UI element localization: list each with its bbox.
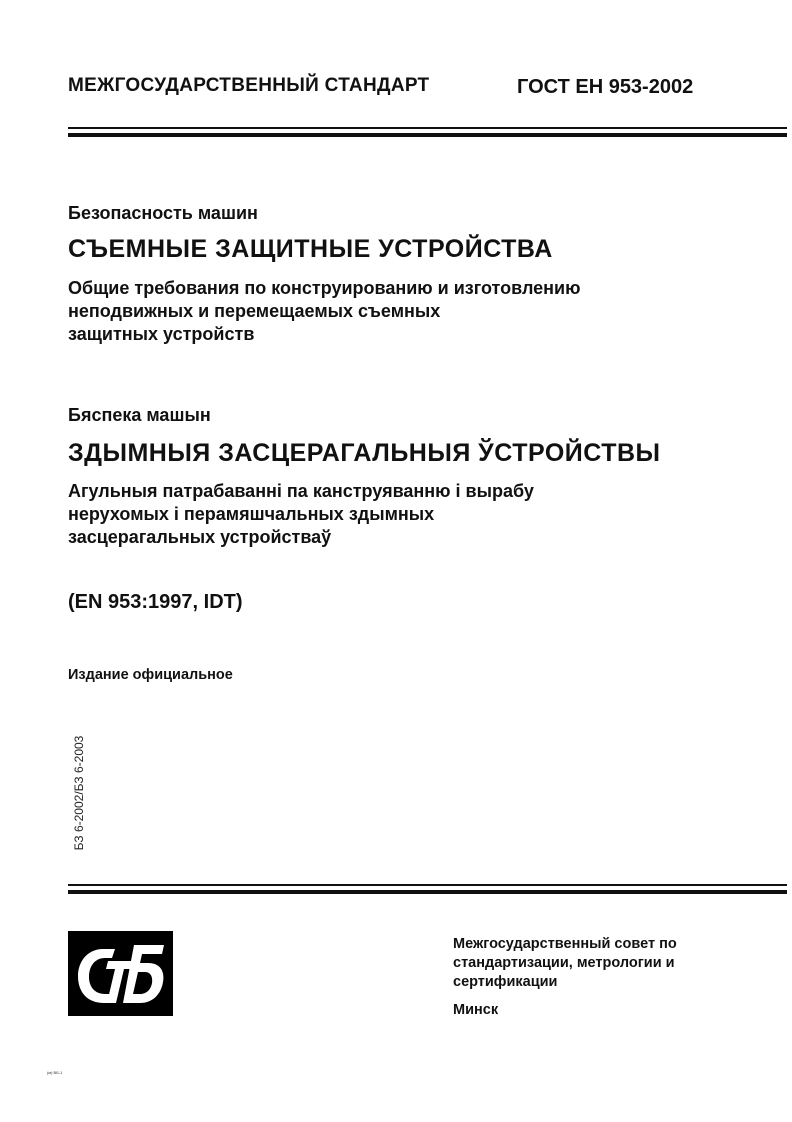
publisher-city: Минск [453, 1002, 499, 1018]
by-subtitle-line: нерухомых і перамяшчальных здымных [68, 504, 435, 524]
ru-main-title: СЪЕМНЫЕ ЗАЩИТНЫЕ УСТРОЙСТВА [68, 235, 553, 263]
ru-subtitle-line: неподвижных и перемещаемых съемных [68, 301, 441, 321]
by-subtitle [68, 480, 534, 549]
standard-category: МЕЖГОСУДАРСТВЕННЫЙ СТАНДАРТ [68, 75, 430, 96]
by-subtitle-line: засцерагальных устройстваў [68, 527, 332, 547]
publisher-line: сертификации [453, 974, 558, 990]
ru-subtitle-line: Общие требования по конструированию и изготовлению [68, 278, 581, 298]
print-mark: (м) ВБ-1 [47, 1070, 63, 1075]
ru-subtitle-line: защитных устройств [68, 324, 255, 344]
by-group-title: Бяспека машын [68, 405, 211, 425]
ru-group-title: Безопасность машин [68, 203, 258, 223]
standard-designation: ГОСТ ЕН 953-2002 [517, 76, 694, 98]
header-rule-thick [68, 133, 787, 137]
side-code: БЗ 6-2002/БЗ 6-2003 [72, 735, 86, 851]
ru-subtitle [68, 277, 580, 346]
standards-logo-icon [68, 931, 173, 1016]
by-main-title: ЗДЫМНЫЯ ЗАСЦЕРАГАЛЬНЫЯ ЎСТРОЙСТВЫ [68, 439, 661, 467]
footer-rule-thick [68, 890, 787, 894]
en-reference: (EN 953:1997, IDT) [68, 591, 243, 613]
header-rule-thin [68, 127, 787, 129]
publisher-line: стандартизации, метрологии и [453, 955, 675, 971]
publisher-name [453, 935, 677, 992]
edition-label: Издание официальное [68, 667, 233, 683]
by-subtitle-line: Агульныя патрабаванні па канструяванню і вырабу [68, 481, 534, 501]
publisher-line: Межгосударственный совет по [453, 936, 677, 952]
footer-rule-thin [68, 884, 787, 886]
